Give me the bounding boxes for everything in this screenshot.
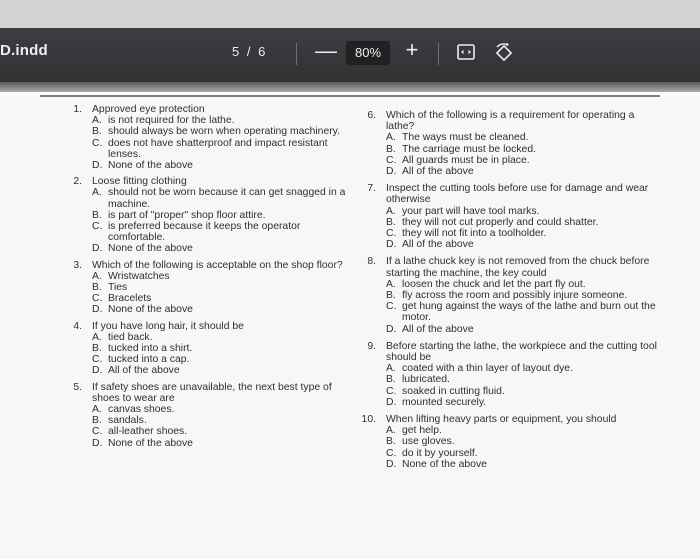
answer-option	[92, 282, 354, 293]
question-5	[64, 382, 354, 449]
option-letter: A.	[92, 270, 102, 282]
question-text: If safety shoes are unavailable, the next best type of shoes to wear are	[92, 381, 332, 404]
fit-page-icon[interactable]	[457, 44, 475, 65]
option-letter: D.	[92, 304, 103, 316]
zoom-out-button[interactable]: —	[315, 38, 337, 63]
left-column	[64, 104, 354, 449]
option-text: should always be worn when operating machinery.	[108, 126, 340, 138]
rotate-icon[interactable]	[493, 42, 515, 69]
option-letter: B.	[386, 436, 396, 448]
answer-option	[386, 228, 658, 239]
answer-option	[92, 354, 354, 365]
option-text: loosen the chuck and let the part fly out.	[402, 278, 586, 290]
option-text: get hung against the ways of the lathe and burn out the motor.	[402, 301, 656, 324]
option-letter: D.	[386, 239, 397, 251]
answer-option	[386, 290, 658, 301]
option-letter: B.	[92, 282, 102, 294]
option-text: is part of "proper" shop floor attire.	[108, 209, 266, 221]
option-letter: A.	[92, 404, 102, 416]
answer-option	[92, 126, 354, 137]
option-text: they will not fit into a toolholder.	[402, 228, 547, 240]
question-number: 7.	[367, 183, 376, 195]
question-number: 6.	[367, 110, 376, 121]
answer-option	[92, 404, 354, 415]
answer-option	[92, 343, 354, 354]
option-letter: C.	[92, 137, 103, 149]
question-2	[64, 176, 354, 254]
option-text: None of the above	[108, 243, 193, 255]
answer-option	[92, 210, 354, 221]
option-text: coated with a thin layer of layout dye.	[402, 363, 573, 375]
question-text: Loose fitting clothing	[92, 176, 187, 188]
question-4	[64, 321, 354, 377]
answer-option	[92, 332, 354, 343]
option-letter: C.	[92, 293, 103, 305]
question-text: Before starting the lathe, the workpiece and the cutting tool should be	[386, 340, 657, 364]
monitor-bezel	[0, 0, 700, 28]
option-letter: D.	[386, 323, 397, 335]
zoom-in-button[interactable]: +	[405, 37, 419, 62]
option-text: Ties	[108, 282, 128, 294]
answer-option	[92, 271, 354, 282]
answer-option	[386, 448, 658, 459]
option-text: All of the above	[402, 239, 474, 251]
answer-option	[386, 279, 658, 290]
question-text: If you have long hair, it should be	[92, 320, 244, 332]
option-letter: C.	[386, 301, 397, 313]
answer-option	[386, 386, 658, 397]
question-number: 9.	[367, 340, 376, 352]
option-letter: C.	[386, 447, 397, 459]
option-text: does not have shatterproof and impact resistant lenses.	[108, 137, 328, 160]
question-6	[358, 110, 658, 177]
option-letter: C.	[386, 385, 397, 397]
toolbar-shadow	[0, 82, 700, 92]
answer-option	[386, 363, 658, 374]
toolbar-divider	[438, 43, 439, 65]
option-text: get help.	[402, 425, 442, 437]
question-number: 4.	[73, 320, 82, 332]
option-text: fly across the room and possibly injure someone.	[402, 290, 628, 302]
option-text: All of the above	[402, 166, 474, 178]
option-text: mounted securely.	[402, 396, 487, 408]
question-number: 10.	[361, 414, 376, 426]
viewer-toolbar	[0, 28, 700, 82]
question-1	[64, 104, 354, 171]
answer-option	[386, 217, 658, 228]
answer-option	[92, 293, 354, 304]
answer-option	[92, 304, 354, 315]
option-letter: A.	[386, 205, 396, 217]
option-text: All of the above	[402, 323, 474, 335]
option-letter: B.	[386, 216, 396, 228]
question-number: 2.	[73, 176, 82, 188]
option-letter: D.	[92, 365, 103, 377]
question-text: Approved eye protection	[92, 104, 205, 115]
zoom-level-field[interactable]: 80%	[346, 41, 390, 65]
option-letter: A.	[386, 278, 396, 290]
option-text: Bracelets	[108, 293, 152, 305]
answer-option	[386, 301, 658, 323]
answer-option	[92, 187, 354, 209]
option-letter: A.	[92, 187, 102, 199]
option-text: tied back.	[108, 331, 153, 343]
answer-option	[386, 374, 658, 385]
page-header-rule	[40, 95, 660, 97]
option-text: All guards must be in place.	[402, 154, 530, 166]
option-text: is preferred because it keeps the operator comfortable.	[108, 221, 301, 244]
answer-option	[92, 243, 354, 254]
option-text: is not required for the lathe.	[108, 115, 235, 127]
option-letter: A.	[386, 425, 396, 437]
question-9	[358, 341, 658, 408]
option-letter: B.	[92, 343, 102, 355]
question-8	[358, 256, 658, 334]
question-text: If a lathe chuck key is not removed from the chuck before starting the machine, the key could	[386, 256, 650, 279]
option-letter: D.	[92, 437, 103, 449]
option-letter: A.	[92, 115, 102, 127]
option-letter: D.	[386, 166, 397, 178]
question-3	[64, 260, 354, 316]
option-text: use gloves.	[402, 436, 455, 448]
option-text: The carriage must be locked.	[402, 143, 536, 155]
option-letter: B.	[386, 143, 396, 155]
answer-option	[92, 221, 354, 243]
option-letter: B.	[92, 209, 102, 221]
option-letter: B.	[92, 126, 102, 138]
answer-option	[92, 365, 354, 376]
answer-option	[386, 239, 658, 250]
answer-option	[386, 459, 658, 470]
question-text: Inspect the cutting tools before use for damage and wear otherwise	[386, 183, 649, 206]
option-letter: B.	[386, 374, 396, 386]
option-text: should not be worn because it can get snagged in a machine.	[108, 187, 346, 210]
answer-option	[386, 206, 658, 217]
option-text: Wristwatches	[108, 270, 170, 282]
answer-option	[92, 160, 354, 171]
option-text: All of the above	[108, 365, 180, 377]
answer-option	[92, 438, 354, 449]
option-letter: A.	[92, 331, 102, 343]
question-number: 5.	[73, 381, 82, 393]
question-number: 3.	[73, 259, 82, 271]
answer-option	[386, 132, 658, 143]
option-text: all-leather shoes.	[108, 426, 188, 438]
question-7	[358, 183, 658, 250]
option-letter: D.	[386, 458, 397, 470]
option-text: tucked into a cap.	[108, 354, 190, 366]
option-letter: D.	[92, 160, 103, 172]
answer-option	[92, 115, 354, 126]
option-letter: C.	[92, 426, 103, 438]
option-letter: D.	[92, 243, 103, 255]
answer-option	[386, 144, 658, 155]
option-text: tucked into a shirt.	[108, 343, 193, 355]
answer-option	[386, 436, 658, 447]
answer-option	[386, 155, 658, 166]
answer-option	[386, 397, 658, 408]
option-letter: A.	[386, 363, 396, 375]
question-10	[358, 414, 658, 470]
option-text: None of the above	[108, 437, 193, 449]
file-name: D.indd	[0, 42, 48, 59]
option-text: do it by yourself.	[402, 447, 478, 459]
option-text: they will not cut properly and could shatter.	[402, 216, 599, 228]
option-letter: B.	[92, 415, 102, 427]
right-column	[358, 110, 658, 470]
option-text: None of the above	[108, 160, 193, 172]
option-text: your part will have tool marks.	[402, 205, 540, 217]
option-text: None of the above	[402, 458, 487, 470]
option-text: canvas shoes.	[108, 404, 175, 416]
option-letter: C.	[386, 228, 397, 240]
option-text: soaked in cutting fluid.	[402, 385, 505, 397]
toolbar-divider	[296, 43, 297, 65]
answer-option	[386, 324, 658, 335]
answer-option	[386, 166, 658, 177]
option-text: The ways must be cleaned.	[402, 132, 529, 144]
option-letter: A.	[386, 132, 396, 144]
answer-option	[92, 415, 354, 426]
answer-option	[92, 138, 354, 160]
option-letter: D.	[386, 396, 397, 408]
option-text: None of the above	[108, 304, 193, 316]
question-text: When lifting heavy parts or equipment, you should	[386, 414, 617, 426]
page-indicator[interactable]: 5 / 6	[232, 44, 266, 59]
option-letter: C.	[92, 354, 103, 366]
option-letter: C.	[92, 221, 103, 233]
option-letter: C.	[386, 154, 397, 166]
option-text: lubricated.	[402, 374, 450, 386]
answer-option	[92, 426, 354, 437]
question-number: 8.	[367, 256, 376, 268]
answer-option	[386, 425, 658, 436]
option-letter: B.	[386, 290, 396, 302]
question-number: 1.	[73, 104, 82, 115]
question-text: Which of the following is a requirement for operating a lathe?	[386, 110, 635, 133]
option-text: sandals.	[108, 415, 147, 427]
question-text: Which of the following is acceptable on the shop floor?	[92, 259, 343, 271]
